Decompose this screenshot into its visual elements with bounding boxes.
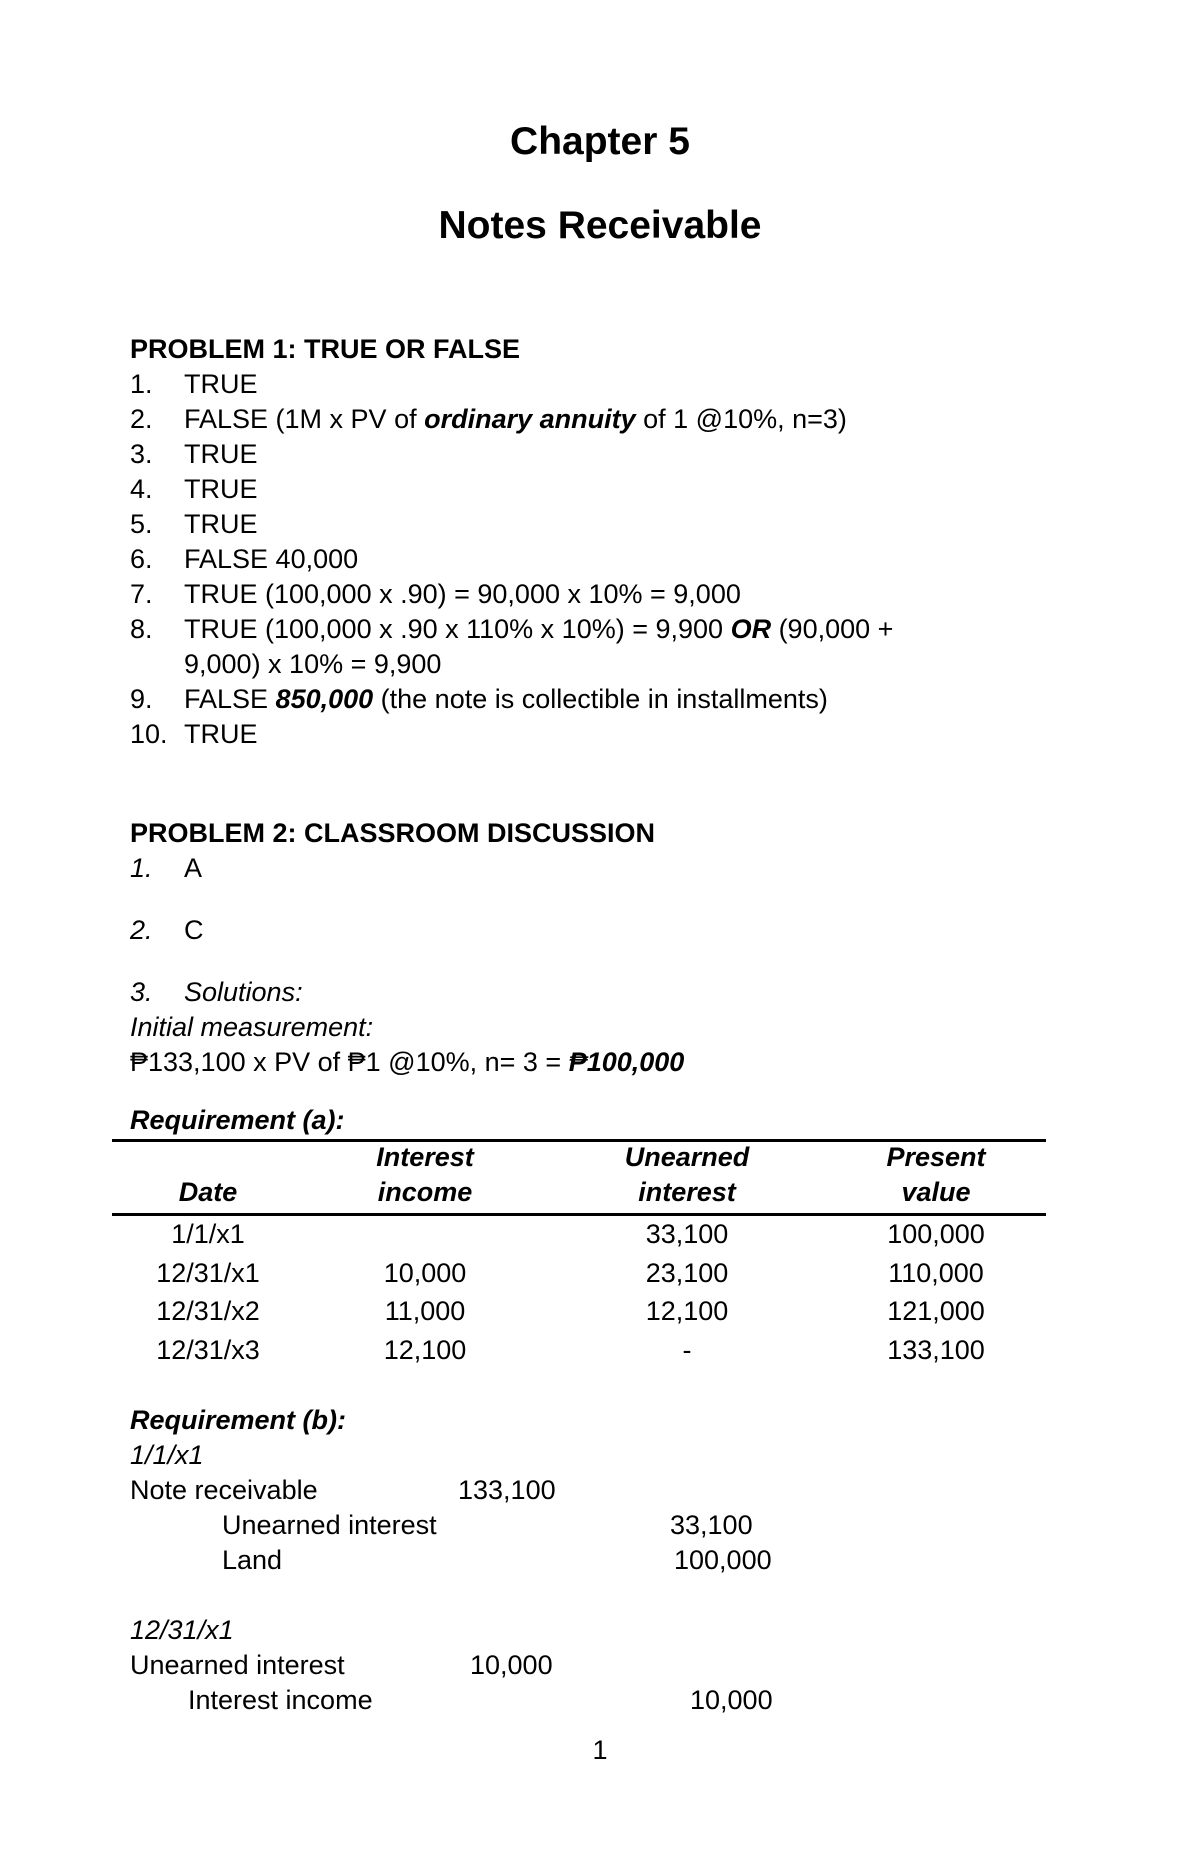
entry1-credit2-account: Land: [222, 1545, 283, 1575]
item-text: [184, 684, 828, 715]
entry1-debit-account: Note receivable: [130, 1475, 318, 1505]
item-text-continuation: 9,000) x 10% = 9,900: [184, 649, 442, 679]
chapter-title: Chapter 5: [510, 120, 690, 163]
cell-unearned-interest: -: [682, 1335, 692, 1365]
answer-number: 3.: [130, 977, 153, 1007]
cell-interest-income: 12,100: [383, 1335, 467, 1365]
item-text: [184, 614, 893, 645]
item-text: FALSE 40,000: [184, 544, 359, 574]
item-text-post: (the note is collectible in installments): [373, 684, 828, 714]
cell-interest-income: 10,000: [383, 1258, 467, 1288]
cell-present-value: 133,100: [887, 1335, 985, 1365]
item-text: [184, 404, 847, 435]
column-header-interest-income-line2: income: [377, 1177, 473, 1207]
column-header-present-value-line2: value: [901, 1177, 971, 1207]
initial-measurement-calc: [130, 1047, 684, 1078]
entry2-date: 12/31/x1: [130, 1615, 234, 1645]
item-text-emphasis: 850,000: [275, 684, 374, 714]
entry1-debit-amount: 133,100: [458, 1475, 556, 1505]
item-number: 10.: [130, 719, 168, 749]
item-number: 8.: [130, 614, 153, 644]
item-number: 4.: [130, 474, 153, 504]
entry1-credit2-amount: 100,000: [674, 1545, 772, 1575]
table-header-rule: [112, 1213, 1046, 1216]
cell-unearned-interest: 12,100: [645, 1296, 729, 1326]
item-number: 2.: [130, 404, 153, 434]
cell-date: 12/31/x2: [156, 1296, 260, 1326]
item-text-pre: FALSE (1M x PV of: [184, 404, 425, 434]
entry2-credit-account: Interest income: [188, 1685, 373, 1715]
answer-number: 1.: [130, 853, 153, 883]
item-text-emphasis: OR: [730, 614, 772, 644]
cell-unearned-interest: 33,100: [645, 1219, 729, 1249]
document-title: Notes Receivable: [438, 204, 762, 247]
entry1-credit1-amount: 33,100: [670, 1510, 753, 1540]
requirement-b-label: Requirement (b):: [130, 1405, 346, 1435]
item-text-post: (90,000 +: [771, 614, 894, 644]
column-header-interest-income-line1: Interest: [376, 1142, 474, 1172]
item-number: 1.: [130, 369, 153, 399]
initial-measurement-label: Initial measurement:: [130, 1012, 374, 1042]
entry1-credit1-account: Unearned interest: [222, 1510, 437, 1540]
cell-present-value: 100,000: [887, 1219, 985, 1249]
item-text: TRUE: [184, 369, 258, 399]
item-text: TRUE: [184, 719, 258, 749]
calc-text: ₱133,100 x PV of ₱1 @10%, n= 3 =: [130, 1047, 569, 1077]
entry2-credit-amount: 10,000: [690, 1685, 773, 1715]
cell-unearned-interest: 23,100: [645, 1258, 729, 1288]
problem2-heading: PROBLEM 2: CLASSROOM DISCUSSION: [130, 818, 656, 848]
page-number: 1: [592, 1735, 608, 1765]
item-text: TRUE (100,000 x .90) = 90,000 x 10% = 9,000: [184, 579, 741, 609]
column-header-unearned-interest-line1: Unearned: [624, 1142, 750, 1172]
item-text: TRUE: [184, 474, 258, 504]
item-number: 9.: [130, 684, 153, 714]
item-text-post: of 1 @10%, n=3): [635, 404, 847, 434]
cell-date: 12/31/x1: [156, 1258, 260, 1288]
cell-present-value: 110,000: [888, 1258, 984, 1288]
item-text-pre: TRUE (100,000 x .90 x 110% x 10%) = 9,900: [184, 614, 731, 644]
item-number: 5.: [130, 509, 153, 539]
problem1-heading: PROBLEM 1: TRUE OR FALSE: [130, 334, 521, 364]
answer-text: Solutions:: [184, 977, 303, 1007]
answer-text: A: [184, 853, 203, 883]
cell-date: 12/31/x3: [156, 1335, 260, 1365]
item-number: 7.: [130, 579, 153, 609]
cell-present-value: 121,000: [887, 1296, 985, 1326]
cell-date: 1/1/x1: [171, 1219, 245, 1249]
item-number: 3.: [130, 439, 153, 469]
entry2-debit-amount: 10,000: [470, 1650, 553, 1680]
calc-result: ₱100,000: [568, 1047, 685, 1077]
item-number: 6.: [130, 544, 153, 574]
item-text: TRUE: [184, 509, 258, 539]
column-header-date: Date: [178, 1177, 238, 1207]
item-text: TRUE: [184, 439, 258, 469]
column-header-unearned-interest-line2: interest: [638, 1177, 736, 1207]
requirement-a-label: Requirement (a):: [130, 1105, 345, 1135]
answer-text: C: [184, 915, 204, 945]
column-header-present-value-line1: Present: [886, 1142, 986, 1172]
entry1-date: 1/1/x1: [130, 1440, 204, 1470]
entry2-debit-account: Unearned interest: [130, 1650, 345, 1680]
cell-interest-income: 11,000: [384, 1296, 466, 1326]
item-text-pre: FALSE: [184, 684, 276, 714]
item-text-emphasis: ordinary annuity: [424, 404, 636, 434]
answer-number: 2.: [130, 915, 153, 945]
